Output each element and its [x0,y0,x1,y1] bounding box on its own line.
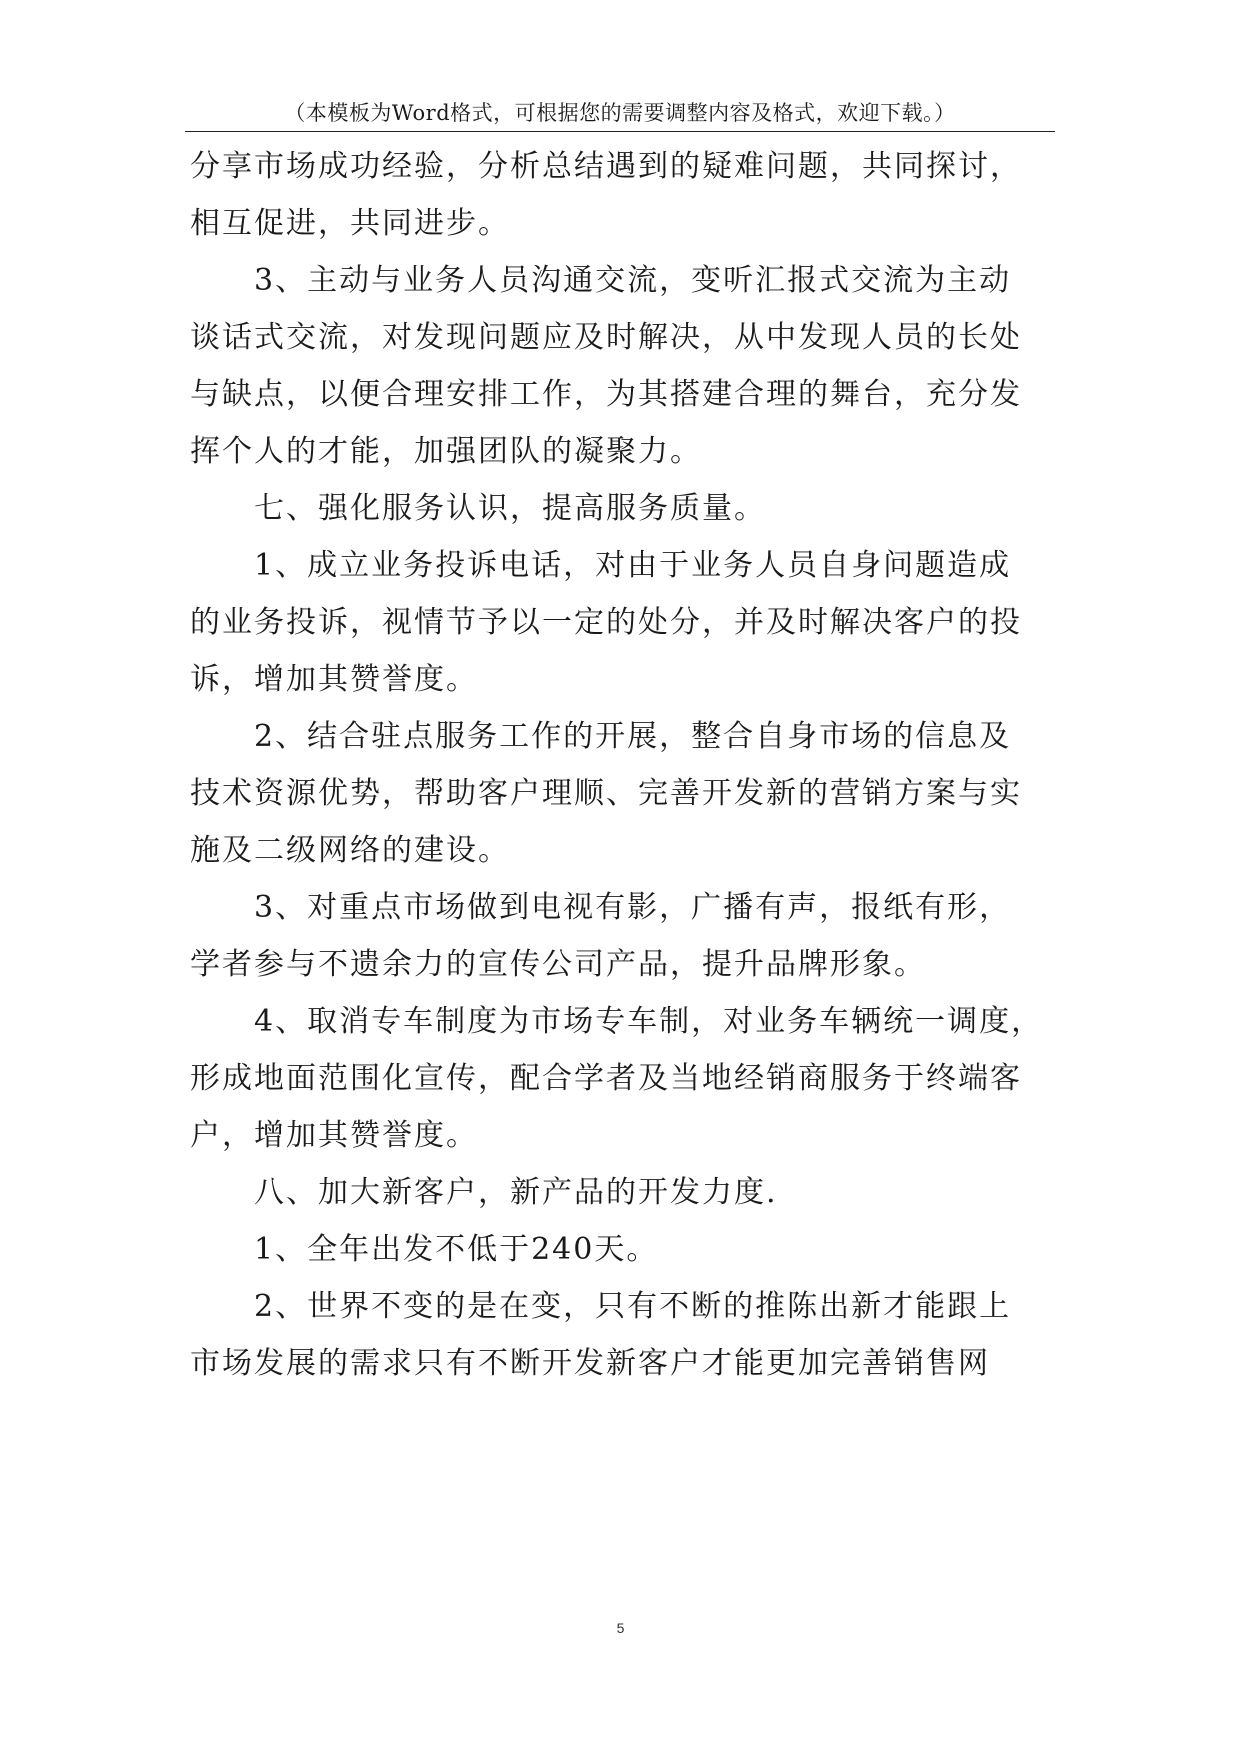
text-line: 学者参与不遗余力的宣传公司产品，提升品牌形象。 [190,947,926,982]
text-line: 的业务投诉，视情节予以一定的处分，并及时解决客户的投 [190,605,1022,640]
section-heading: 八、加大新客户，新产品的开发力度. [254,1175,778,1210]
text-line: 相互促进，共同进步。 [190,206,510,241]
header-note: （本模板为Word格式，可根据您的需要调整内容及格式，欢迎下载。） [284,101,956,125]
text-line: 施及二级网络的建设。 [190,833,510,868]
header-divider [185,131,1055,132]
text-line: 1、全年出发不低于240天。 [254,1232,659,1267]
section-heading: 七、强化服务认识，提高服务质量。 [254,491,766,526]
text-line: 与缺点，以便合理安排工作，为其搭建合理的舞台，充分发 [190,377,1022,412]
text-line: 2、结合驻点服务工作的开展，整合自身市场的信息及 [254,719,1012,754]
text-line: 市场发展的需求只有不断开发新客户才能更加完善销售网 [190,1346,990,1381]
text-line: 4、取消专车制度为市场专车制，对业务车辆统一调度， [254,1004,1044,1039]
text-line: 2、世界不变的是在变，只有不断的推陈出新才能跟上 [254,1289,1012,1324]
page-number: 5 [616,1620,625,1636]
text-line: 3、主动与业务人员沟通交流，变听汇报式交流为主动 [254,263,1012,298]
text-line: 形成地面范围化宣传，配合学者及当地经销商服务于终端客 [190,1061,1022,1096]
text-line: 挥个人的才能，加强团队的凝聚力。 [190,434,702,469]
text-line: 3、对重点市场做到电视有影，广播有声，报纸有形， [254,890,1012,925]
text-line: 户，增加其赞誉度。 [190,1118,478,1153]
text-line: 1、成立业务投诉电话，对由于业务人员自身问题造成 [254,548,1012,583]
text-line: 技术资源优势，帮助客户理顺、完善开发新的营销方案与实 [190,776,1022,811]
text-line: 谈话式交流，对发现问题应及时解决，从中发现人员的长处 [190,320,1022,355]
text-line: 诉，增加其赞誉度。 [190,662,478,697]
text-line: 分享市场成功经验，分析总结遇到的疑难问题，共同探讨， [190,149,1022,184]
